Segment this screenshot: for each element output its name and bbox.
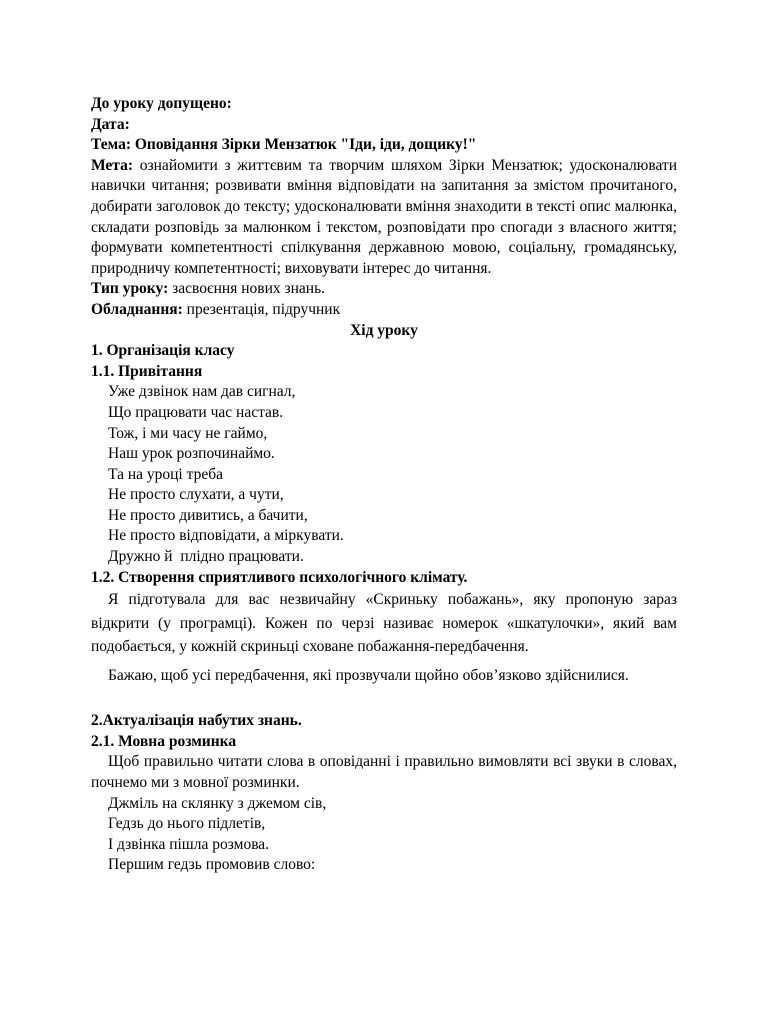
lesson-type-label: Тип уроку: <box>91 280 169 298</box>
equipment-line <box>91 300 677 321</box>
admitted-line: До уроку допущено: <box>91 95 232 112</box>
topic-label: Тема: <box>91 136 131 154</box>
lesson-type-text: засвоєння нових знань. <box>172 280 326 298</box>
poem-line: Не просто слухати, а чути, <box>108 486 284 504</box>
section2-title: 2.Актуалізація набутих знань. <box>91 712 302 730</box>
section1-1-title: 1.1. Привітання <box>91 362 203 380</box>
goal-text: ознайомити з життєвим та творчим шляхом Зірки Мензатюк; удосконалювати навички читання; розвивати вміння відповідати на запитання за змістом прочитаного, добирати заголовок до тексту; удосконалювати вміння знаходити в тексті опис малюнка, складати розповідь за малюнком і текстом, розповідати про спогади з власного життя; формувати компетентності спілкування державною мовою, соціальну, громадянську, природничу компетентності; виховувати інтерес до читання. <box>91 156 678 277</box>
section1-title: 1. Організація класу <box>91 342 235 360</box>
topic-line <box>91 135 677 156</box>
poem-line: Гедзь до нього підлетів, <box>108 815 266 833</box>
wish-box-paragraph: Я підготувала для вас незвичайну «Скриньку побажань», яку пропоную зараз відкрити (у програмці). Кожен по черзі називає номерок «шкатулочки», який вам подобається, у кожній скриньці сховане побажання-передбачення. <box>91 591 677 656</box>
poem-line: Що працювати час настав. <box>108 403 284 421</box>
poem-line: Уже дзвінок нам дав сигнал, <box>108 383 296 401</box>
poem-line: Дружно й плідно працювати. <box>108 548 304 566</box>
warmup-poem <box>91 794 677 876</box>
poem-line: Не просто дивитись, а бачити, <box>108 506 308 524</box>
equipment-label: Обладнання: <box>91 300 183 318</box>
goal-label: Мета: <box>91 156 134 174</box>
warmup-intro: Щоб правильно читати слова в оповіданні і правильно вимовляти всі звуки в словах, почнемо ми з мовної розминки. <box>91 753 677 792</box>
poem-line: Наш урок розпочинаймо. <box>108 445 275 463</box>
poem-line: І дзвінка пішла розмова. <box>108 835 270 853</box>
poem-line: Не просто відповідати, а міркувати. <box>108 527 344 545</box>
poem-line: Першим гедзь промовив слово: <box>108 856 316 874</box>
section1-2-title: 1.2. Створення сприятливого психологічного клімату. <box>91 568 468 586</box>
poem-line: Джміль на склянку з джемом сів, <box>108 794 327 812</box>
wish-paragraph: Бажаю, щоб усі передбачення, які прозвучали щойно обов’язково здійснилися. <box>108 666 629 684</box>
poem-line: Тож, і ми часу не гаймо, <box>108 424 268 442</box>
goal-paragraph <box>91 156 677 280</box>
poem-line: Та на уроці треба <box>108 465 223 483</box>
section2-1-title: 2.1. Мовна розминка <box>91 732 237 750</box>
document-body <box>91 94 677 876</box>
lesson-title: Хід уроку <box>350 321 418 339</box>
lesson-type-line <box>91 279 677 300</box>
date-line: Дата: <box>91 115 130 133</box>
equipment-text: презентація, підручник <box>186 300 341 318</box>
greeting-poem <box>91 382 677 567</box>
topic-text: Оповідання Зірки Мензатюк "Іди, іди, дощику!" <box>134 136 477 154</box>
